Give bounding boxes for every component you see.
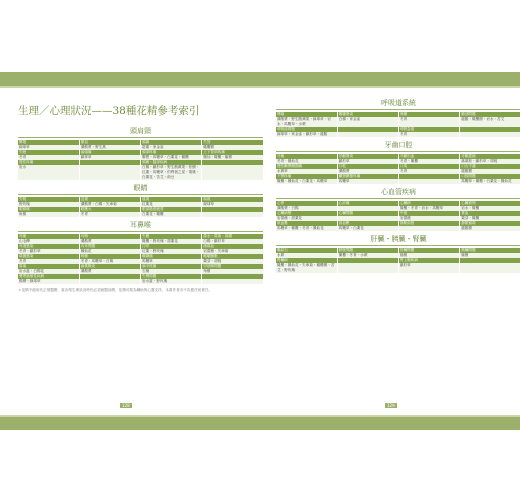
condition-cell: 靜脈循環 — [460, 221, 520, 226]
remedy-cell: 岩薔薇・矢車菊 — [202, 249, 263, 254]
remedy-cell: 冬青 — [399, 169, 460, 174]
condition-cell: 心臟病變 — [276, 211, 337, 216]
condition-cell: 內耳問題 — [79, 244, 140, 249]
remedy-cell: 岩水薑・白楊花 — [18, 269, 79, 274]
remedy-cell: 橄欖・鳳仙花・矢車菊・橄欖樹・苦艾・野玫瑰 — [276, 263, 337, 273]
condition-cell: 心悸 — [276, 201, 337, 206]
index-section — [276, 187, 520, 231]
remedy-cell: 冬青 — [399, 132, 460, 137]
remedy-cell: 紅栗花 — [141, 202, 202, 207]
condition-cell: 眼部過度疲勞 — [141, 207, 202, 212]
remedy-cell: 馬鞭草 — [141, 259, 202, 264]
remedy-cell — [79, 279, 140, 284]
left-page — [18, 95, 263, 293]
condition-cell: 喉嚨腫脹 — [202, 254, 263, 259]
condition-cell: 胰臟問題 — [460, 248, 520, 253]
remedy-cell: 冬青・鐵杉草 — [18, 249, 79, 254]
condition-cell: 慢性疼痛 — [18, 160, 79, 165]
remedy-cell: 橄欖・鳳仙花・白栗花・馬鞭草 — [276, 179, 337, 184]
remedy-cell: 甜栗・家金雀 — [141, 145, 202, 150]
section-title: 心血管疾病 — [276, 187, 520, 199]
condition-cell: 牙齦發炎 — [337, 154, 398, 159]
remedy-cell: 線球草・家金雀・鐵杉草・龍膽 — [276, 132, 337, 137]
index-section — [18, 183, 263, 217]
condition-cell: 口乾 — [337, 164, 398, 169]
index-table — [18, 197, 263, 217]
page-title: 生理／心理狀況——38種花精參考索引 — [18, 105, 200, 117]
remedy-cell: 冬青 — [399, 117, 460, 127]
condition-cell: 牙齦萎縮 — [460, 154, 520, 159]
footnote: ＊花精不能取代正規醫療，當出現生理狀況時仍必須就醫治療，花精可做為輔助的心靈支持，本書作者亦不負擔任何責任。 — [18, 288, 213, 292]
condition-cell: 偏頭痛 — [79, 150, 140, 155]
remedy-cell: 栗芽・胡桃 — [202, 259, 263, 264]
condition-cell: 高血壓 — [337, 221, 398, 226]
remedy-cell: 落葉松・鐵杉草・胡桃 — [460, 159, 520, 164]
section-title: 耳鼻喉 — [18, 220, 263, 232]
condition-cell: 頭痛 — [141, 140, 202, 145]
remedy-cell — [460, 263, 520, 273]
condition-cell: 失聲問題 — [141, 274, 202, 279]
remedy-cell: 溝酸漿 — [79, 269, 140, 274]
condition-cell: 流鼻血 — [202, 244, 263, 249]
top-band — [0, 72, 520, 86]
remedy-cell: 溝酸漿・野生酸蘋果・線球草・岩水・馬鞭草・水蕨 — [276, 117, 337, 127]
remedy-cell: 溝酸漿・野生燕 — [79, 145, 140, 150]
remedy-cell: 馬鞭草・橄欖・白栗花・鳳仙花 — [460, 179, 520, 184]
remedy-cell: 線球草 — [202, 202, 263, 207]
condition-cell: 鬱悶 — [18, 140, 79, 145]
remedy-cell: 白楊・家金雀 — [337, 117, 398, 127]
condition-cell: 眼壓大 — [79, 207, 140, 212]
section-title: 頭肩頸 — [18, 126, 263, 138]
remedy-cell: 山毛櫸 — [18, 239, 79, 244]
content-row — [18, 279, 263, 284]
content-row — [276, 179, 520, 184]
condition-cell: 低血壓 — [276, 221, 337, 226]
condition-cell: 肺部問題 — [460, 112, 520, 117]
condition-cell: 咳嗽 — [399, 112, 460, 117]
index-table — [276, 201, 520, 231]
remedy-cell: 白楊・鐵杉草・野生酸蘋果・松樹・紅栗・馬鞭草・伯利恆之星・胡桃・白栗花・苦艾・荊豆 — [141, 165, 202, 180]
condition-cell: 眼睛痛 — [18, 207, 79, 212]
condition-cell: 扁桃腺炎 — [79, 264, 140, 269]
remedy-cell — [202, 165, 263, 180]
remedy-cell: 橄欖・冬青・水蕨 — [337, 253, 398, 258]
right-page — [276, 95, 520, 276]
remedy-cell: 楊柳・線球草 — [18, 279, 79, 284]
remedy-cell: 白栗花・橄欖 — [141, 212, 202, 217]
condition-cell: 慢性顳顎關節痛 — [276, 164, 337, 169]
condition-cell: 弱視 — [202, 197, 263, 202]
condition-cell: 口臭 — [399, 164, 460, 169]
index-section — [18, 220, 263, 284]
remedy-cell — [202, 212, 263, 217]
condition-cell: 下顎疼痛 — [276, 174, 337, 179]
remedy-cell: 白楊・鐵杉草 — [202, 239, 263, 244]
remedy-cell: 水蕨草 — [276, 169, 337, 174]
condition-cell: 心絞痛 — [337, 201, 398, 206]
remedy-cell: 岩薔薇・甜栗花 — [276, 216, 337, 221]
remedy-cell: 龍膽・橄欖樹・岩水・苦艾 — [460, 117, 520, 127]
remedy-cell: 馬鞭草・橄欖・冬青・鳳仙花 — [276, 226, 337, 231]
condition-cell: 喉嚨痛 — [141, 254, 202, 259]
section-title: 肝臟・胰臟・腎臟 — [276, 234, 520, 246]
remedy-cell: 紅栗・野玫瑰 — [141, 249, 202, 254]
remedy-cell: 聯想・馬鞭草・白栗花・橄欖 — [141, 155, 202, 160]
index-table — [18, 234, 263, 284]
remedy-cell: 野玫瑰 — [18, 202, 79, 207]
remedy-cell: 榆樹 — [460, 253, 520, 258]
index-section — [276, 98, 520, 137]
content-row — [18, 212, 263, 217]
content-row — [18, 165, 263, 180]
remedy-cell — [337, 263, 398, 273]
bottom-band — [0, 417, 520, 430]
remedy-cell: 鐵杉草 — [399, 263, 460, 273]
condition-cell: 顳顎關節疼痛 — [337, 174, 398, 179]
remedy-cell: 冬青 — [79, 212, 140, 217]
condition-cell: 失聰 — [141, 234, 202, 239]
remedy-cell: 溝酸漿 — [79, 239, 140, 244]
page-number-left: 128 — [122, 403, 130, 408]
condition-cell: 鼻竇感染 — [18, 254, 79, 259]
left-sections — [18, 126, 263, 284]
remedy-cell: 榆樹 — [399, 253, 460, 258]
remedy-cell: 冬青・橄欖 — [399, 159, 460, 164]
condition-cell: 甲狀腺問題 — [202, 264, 263, 269]
condition-cell: 頭痛・腦部疾病 — [141, 160, 202, 165]
remedy-cell: 岩水・橄欖 — [460, 206, 520, 211]
remedy-cell: 角樹 — [202, 269, 263, 274]
remedy-cell: 岩薔薇 — [399, 216, 460, 221]
condition-cell: 呼吸道問題 — [276, 127, 337, 132]
top-band-stripe — [0, 86, 520, 88]
remedy-cell: 冬青・馬鞭草・白楊 — [79, 259, 140, 264]
condition-cell: 頭部疼痛 — [141, 150, 202, 155]
remedy-cell: 冬青 — [18, 155, 79, 160]
content-row — [276, 132, 520, 137]
condition-cell: 扁平疣痛 — [141, 264, 202, 269]
condition-cell: 聲帶過敏性疾病 — [18, 274, 79, 279]
remedy-cell: 馬鞭草・白栗花 — [337, 226, 398, 231]
remedy-cell: 鳳仙・橄欖・榆樹 — [202, 155, 263, 160]
condition-cell: 耳道感染 — [18, 244, 79, 249]
condition-cell: 失智 — [202, 140, 263, 145]
remedy-cell: 鐵掌草 — [79, 155, 140, 160]
right-sections — [276, 98, 520, 273]
remedy-cell: 岩水薑・野玫瑰 — [141, 279, 202, 284]
remedy-cell: 角樹 — [18, 212, 79, 217]
condition-cell: 口腔問題 — [460, 174, 520, 179]
content-row — [276, 263, 520, 273]
remedy-cell: 馬鞭草 — [337, 179, 398, 184]
condition-cell: 牙齦出血 — [399, 154, 460, 159]
condition-cell: 耳痛 — [18, 234, 79, 239]
remedy-cell: 栗芽・橄欖 — [460, 216, 520, 221]
page-number-right: 129 — [387, 403, 395, 408]
condition-cell: 口舌不適 — [460, 164, 520, 169]
condition-cell: 哮喘 — [276, 112, 337, 117]
section-title: 眼睛 — [18, 183, 263, 195]
remedy-cell: 鳳仙花 — [79, 249, 140, 254]
section-title: 牙齒口腔 — [276, 140, 520, 152]
remedy-cell: 溝酸漿 — [337, 169, 398, 174]
index-section — [18, 126, 263, 180]
condition-cell: 鼻水・鼻塞・鼻癢 — [202, 234, 263, 239]
condition-cell: 喉嚨發炎 — [337, 112, 398, 117]
index-table — [276, 154, 520, 184]
remedy-cell — [399, 179, 460, 184]
condition-cell: 膽結石 — [276, 248, 337, 253]
remedy-cell — [79, 165, 140, 180]
remedy-cell: 水蕨 — [276, 253, 337, 258]
remedy-cell: 冬青 — [18, 259, 79, 264]
condition-cell: 靜脈曲張 — [399, 221, 460, 226]
condition-cell: 遠視 — [141, 197, 202, 202]
index-table — [18, 140, 263, 180]
remedy-cell: 橄欖樹 — [202, 145, 263, 150]
remedy-cell: 橄欖・野玫瑰・甜栗花 — [141, 239, 202, 244]
condition-cell: 中風 — [399, 211, 460, 216]
condition-cell: 牙痛 — [276, 154, 337, 159]
condition-cell: 心臟衰竭 — [460, 201, 520, 206]
remedy-cell — [460, 132, 520, 137]
index-table — [276, 112, 520, 137]
condition-cell: 咳嗽 — [79, 254, 140, 259]
condition-cell: 上下背部疼痛 — [202, 150, 263, 155]
condition-cell: 呼吸急促 — [399, 127, 460, 132]
remedy-cell: 鐵杉草 — [337, 159, 398, 164]
condition-cell: 腎上腺疾病 — [399, 258, 460, 263]
remedy-cell: 龍膽樹 — [460, 169, 520, 174]
condition-cell: 失明 — [18, 197, 79, 202]
condition-cell: 鼻塞 — [18, 264, 79, 269]
condition-cell: 膀胱問題 — [337, 248, 398, 253]
remedy-cell — [399, 226, 460, 231]
remedy-cell: 線球草 — [18, 145, 79, 150]
condition-cell: 心臟病 — [399, 201, 460, 206]
condition-cell: 緊迫 — [79, 140, 140, 145]
index-section — [276, 140, 520, 184]
remedy-cell: 冬青・鳳仙花 — [276, 159, 337, 164]
condition-cell: 失眠 — [18, 150, 79, 155]
condition-cell: 心臟問題 — [337, 211, 398, 216]
remedy-cell — [337, 132, 398, 137]
content-row — [276, 226, 520, 231]
remedy-cell: 龍膽樹 — [460, 226, 520, 231]
condition-cell: 耳鳴 — [79, 234, 140, 239]
condition-cell: 打呼 — [141, 244, 202, 249]
condition-cell: 貧血 — [460, 211, 520, 216]
index-section — [276, 234, 520, 273]
remedy-cell: 石楠 — [141, 269, 202, 274]
remedy-cell: 溝酸漿・白楊 — [276, 206, 337, 211]
index-table — [276, 248, 520, 273]
remedy-cell — [202, 279, 263, 284]
condition-cell: 腎臟病 — [276, 258, 337, 263]
condition-cell: 近視 — [79, 197, 140, 202]
condition-cell: 肝臟問題 — [399, 248, 460, 253]
remedy-cell: 岩水 — [18, 165, 79, 180]
remedy-cell: 橄欖・冬青・岩水・馬鞭草 — [399, 206, 460, 211]
remedy-cell: 溝酸漿・白楊・矢車菊 — [79, 202, 140, 207]
content-row — [276, 117, 520, 127]
section-title: 呼吸道系統 — [276, 98, 520, 110]
